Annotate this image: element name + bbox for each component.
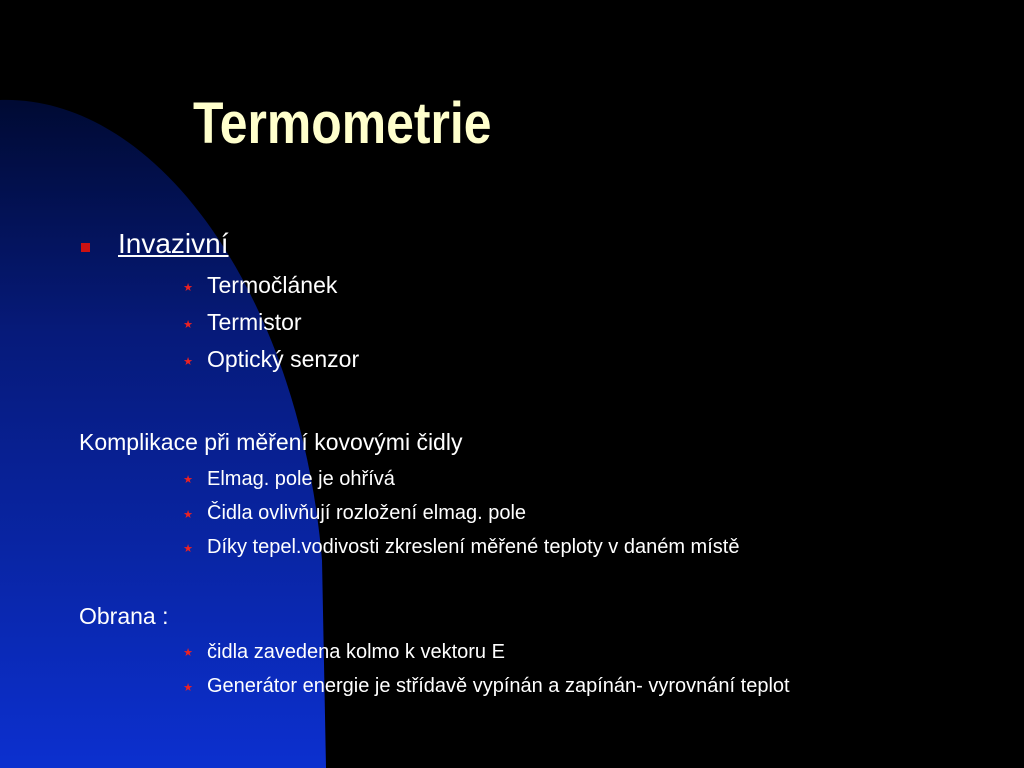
star-bullet-icon: ★: [183, 647, 193, 659]
list-item: Termočlánek: [207, 272, 338, 298]
section-invazivni-heading[interactable]: Invazivní: [118, 228, 229, 259]
list-item: Díky tepel.vodivosti zkreslení měřené teploty v daném místě: [207, 536, 740, 558]
list-item: Generátor energie je střídavě vypínán a zapínán- vyrovnání teplot: [207, 675, 790, 697]
star-bullet-icon: ★: [183, 509, 193, 521]
list-item: čidla zavedena kolmo k vektoru E: [207, 641, 505, 663]
list-item: Termistor: [207, 309, 302, 335]
star-bullet-icon: ★: [183, 319, 193, 331]
star-bullet-icon: ★: [183, 474, 193, 486]
list-item: Optický senzor: [207, 346, 360, 372]
section-komplikace-heading: Komplikace při měření kovovými čidly: [79, 429, 463, 455]
page-title: Termometrie: [193, 91, 492, 156]
list-item: Čidla ovlivňují rozložení elmag. pole: [207, 502, 527, 524]
section-obrana-heading: Obrana :: [79, 603, 169, 629]
star-bullet-icon: ★: [183, 282, 193, 294]
star-bullet-icon: ★: [183, 543, 193, 555]
list-item: Elmag. pole je ohřívá: [207, 468, 395, 490]
square-bullet-icon: [81, 243, 90, 252]
star-bullet-icon: ★: [183, 682, 193, 694]
star-bullet-icon: ★: [183, 356, 193, 368]
